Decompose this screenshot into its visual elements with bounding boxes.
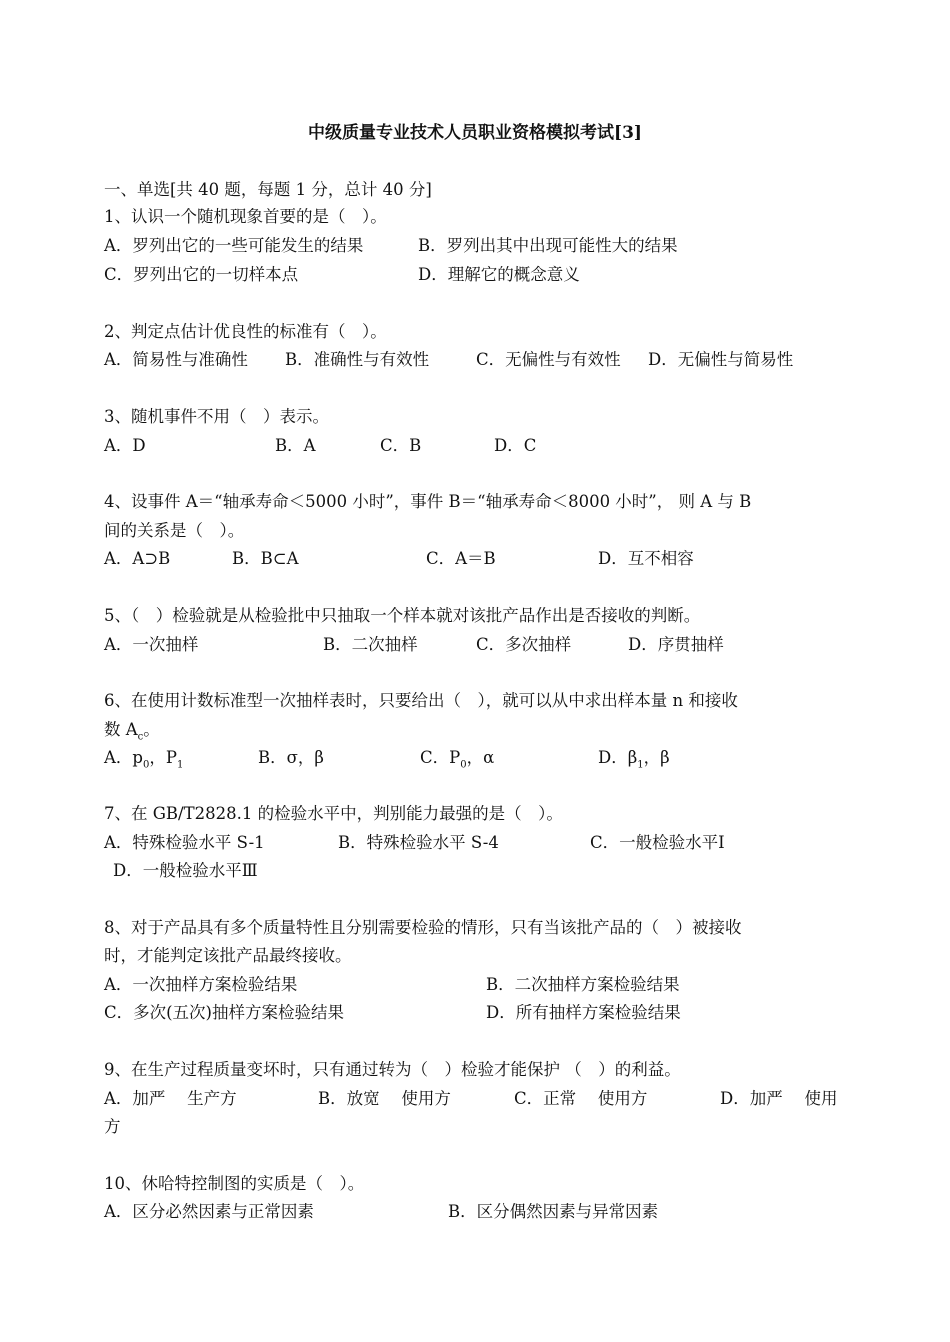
question-6-option-d-text: D．β — [598, 748, 638, 767]
question-2-option-b: B．准确性与有效性 — [285, 350, 430, 369]
question-6-option-a-sub-2: 1 — [176, 759, 184, 771]
question-8-option-d: D．所有抽样方案检验结果 — [486, 1003, 681, 1022]
question-10-stem: 10、休哈特控制图的实质是（ ）。 — [104, 1174, 365, 1193]
question-8-option-c: C．多次(五次)抽样方案检验结果 — [104, 1003, 344, 1022]
question-5-option-c: C．多次抽样 — [476, 635, 572, 654]
question-4-option-b: B．B⊂A — [232, 549, 299, 568]
question-6-option-d — [598, 744, 670, 779]
question-3-option-d: D．C — [494, 436, 537, 455]
question-1-option-a: A．罗列出它的一些可能发生的结果 — [104, 236, 364, 255]
question-4-option-a: A．A⊃B — [104, 549, 171, 568]
question-4-option-c: C．A＝B — [426, 549, 496, 568]
question-1-stem: 1、认识一个随机现象首要的是（ ）。 — [104, 207, 387, 226]
question-6-option-a-text: A．p — [104, 748, 143, 767]
question-2-stem: 2、判定点估计优良性的标准有（ ）。 — [104, 322, 387, 341]
question-9-option-a: A．加严 生产方 — [104, 1089, 237, 1108]
question-3-option-b: B．A — [275, 436, 316, 455]
question-5-stem: 5、（ ）检验就是从检验批中只抽取一个样本就对该批产品作出是否接收的判断。 — [104, 606, 701, 625]
page-title: 中级质量专业技术人员职业资格模拟考试[3] — [308, 123, 642, 143]
question-1-option-c: C．罗列出它的一切样本点 — [104, 265, 299, 284]
question-4-stem-line-1: 4、设事件 A＝“轴承寿命＜5000 小时”，事件 B＝“轴承寿命＜8000 小时”， 则 A 与 B — [104, 492, 752, 511]
question-9-option-d-wrap: 方 — [104, 1117, 121, 1136]
question-6-option-c-tail: ，α — [466, 748, 495, 767]
question-9-stem: 9、在生产过程质量变坏时，只有通过转为（ ）检验才能保护 （ ）的利益。 — [104, 1060, 681, 1079]
question-6-option-c-text: C．P — [420, 748, 461, 767]
question-1-option-d: D．理解它的概念意义 — [418, 265, 580, 284]
question-5-option-b: B．二次抽样 — [323, 635, 418, 654]
question-6-stem-tail: 。 — [143, 720, 160, 739]
question-6-option-d-sub: 1 — [637, 759, 644, 771]
question-1-option-b: B．罗列出其中出现可能性大的结果 — [418, 236, 678, 255]
question-7-option-b: B．特殊检验水平 S-4 — [338, 833, 499, 852]
question-8-option-b: B．二次抽样方案检验结果 — [486, 975, 680, 994]
question-2-option-c: C．无偏性与有效性 — [476, 350, 621, 369]
question-2-option-a: A．简易性与准确性 — [104, 350, 248, 369]
question-9-option-b: B．放宽 使用方 — [318, 1089, 451, 1108]
question-8-stem-line-2: 时，才能判定该批产品最终接收。 — [104, 946, 352, 965]
question-8-stem-line-1: 8、对于产品具有多个质量特性且分别需要检验的情形，只有当该批产品的（ ）被接收 — [104, 918, 742, 937]
question-4-option-d: D．互不相容 — [598, 549, 694, 568]
question-3-stem: 3、随机事件不用（ ）表示。 — [104, 407, 329, 426]
question-6-stem-text: 数 A — [104, 720, 138, 739]
question-2-option-d: D．无偏性与简易性 — [648, 350, 794, 369]
question-6-option-a-mid: ，P — [149, 748, 177, 767]
question-6-option-d-tail: ，β — [643, 748, 670, 767]
question-6-option-a-sub-1: 0 — [142, 759, 150, 771]
section-heading: 一、单选[共 40 题，每题 1 分，总计 40 分] — [104, 180, 432, 199]
question-9-option-c: C．正常 使用方 — [514, 1089, 648, 1108]
question-8-option-a: A．一次抽样方案检验结果 — [104, 975, 298, 994]
question-4-stem-line-2: 间的关系是（ ）。 — [104, 521, 245, 540]
question-6-stem-subscript: c — [137, 731, 144, 743]
question-6-option-c — [420, 744, 494, 779]
question-3-option-a: A．D — [104, 436, 146, 455]
question-7-option-a: A．特殊检验水平 S-1 — [104, 833, 265, 852]
question-6-option-a — [104, 744, 183, 779]
question-10-option-b: B．区分偶然因素与异常因素 — [448, 1202, 659, 1221]
question-9-option-d: D．加严 使用 — [720, 1089, 838, 1108]
question-10-option-a: A．区分必然因素与正常因素 — [104, 1202, 314, 1221]
question-6-stem-line-1: 6、在使用计数标准型一次抽样表时，只要给出（ ），就可以从中求出样本量 n 和接收 — [104, 691, 738, 710]
question-5-option-a: A．一次抽样 — [104, 635, 199, 654]
question-7-option-c: C．一般检验水平Ⅰ — [590, 833, 725, 852]
question-3-option-c: C．B — [380, 436, 422, 455]
question-6-option-b: B．σ，β — [258, 748, 324, 767]
question-5-option-d: D．序贯抽样 — [628, 635, 724, 654]
question-7-stem: 7、在 GB/T2828.1 的检验水平中，判别能力最强的是（ ）。 — [104, 804, 563, 823]
question-7-option-d: D．一般检验水平Ⅲ — [113, 861, 258, 880]
question-6-option-c-sub: 0 — [460, 759, 467, 771]
